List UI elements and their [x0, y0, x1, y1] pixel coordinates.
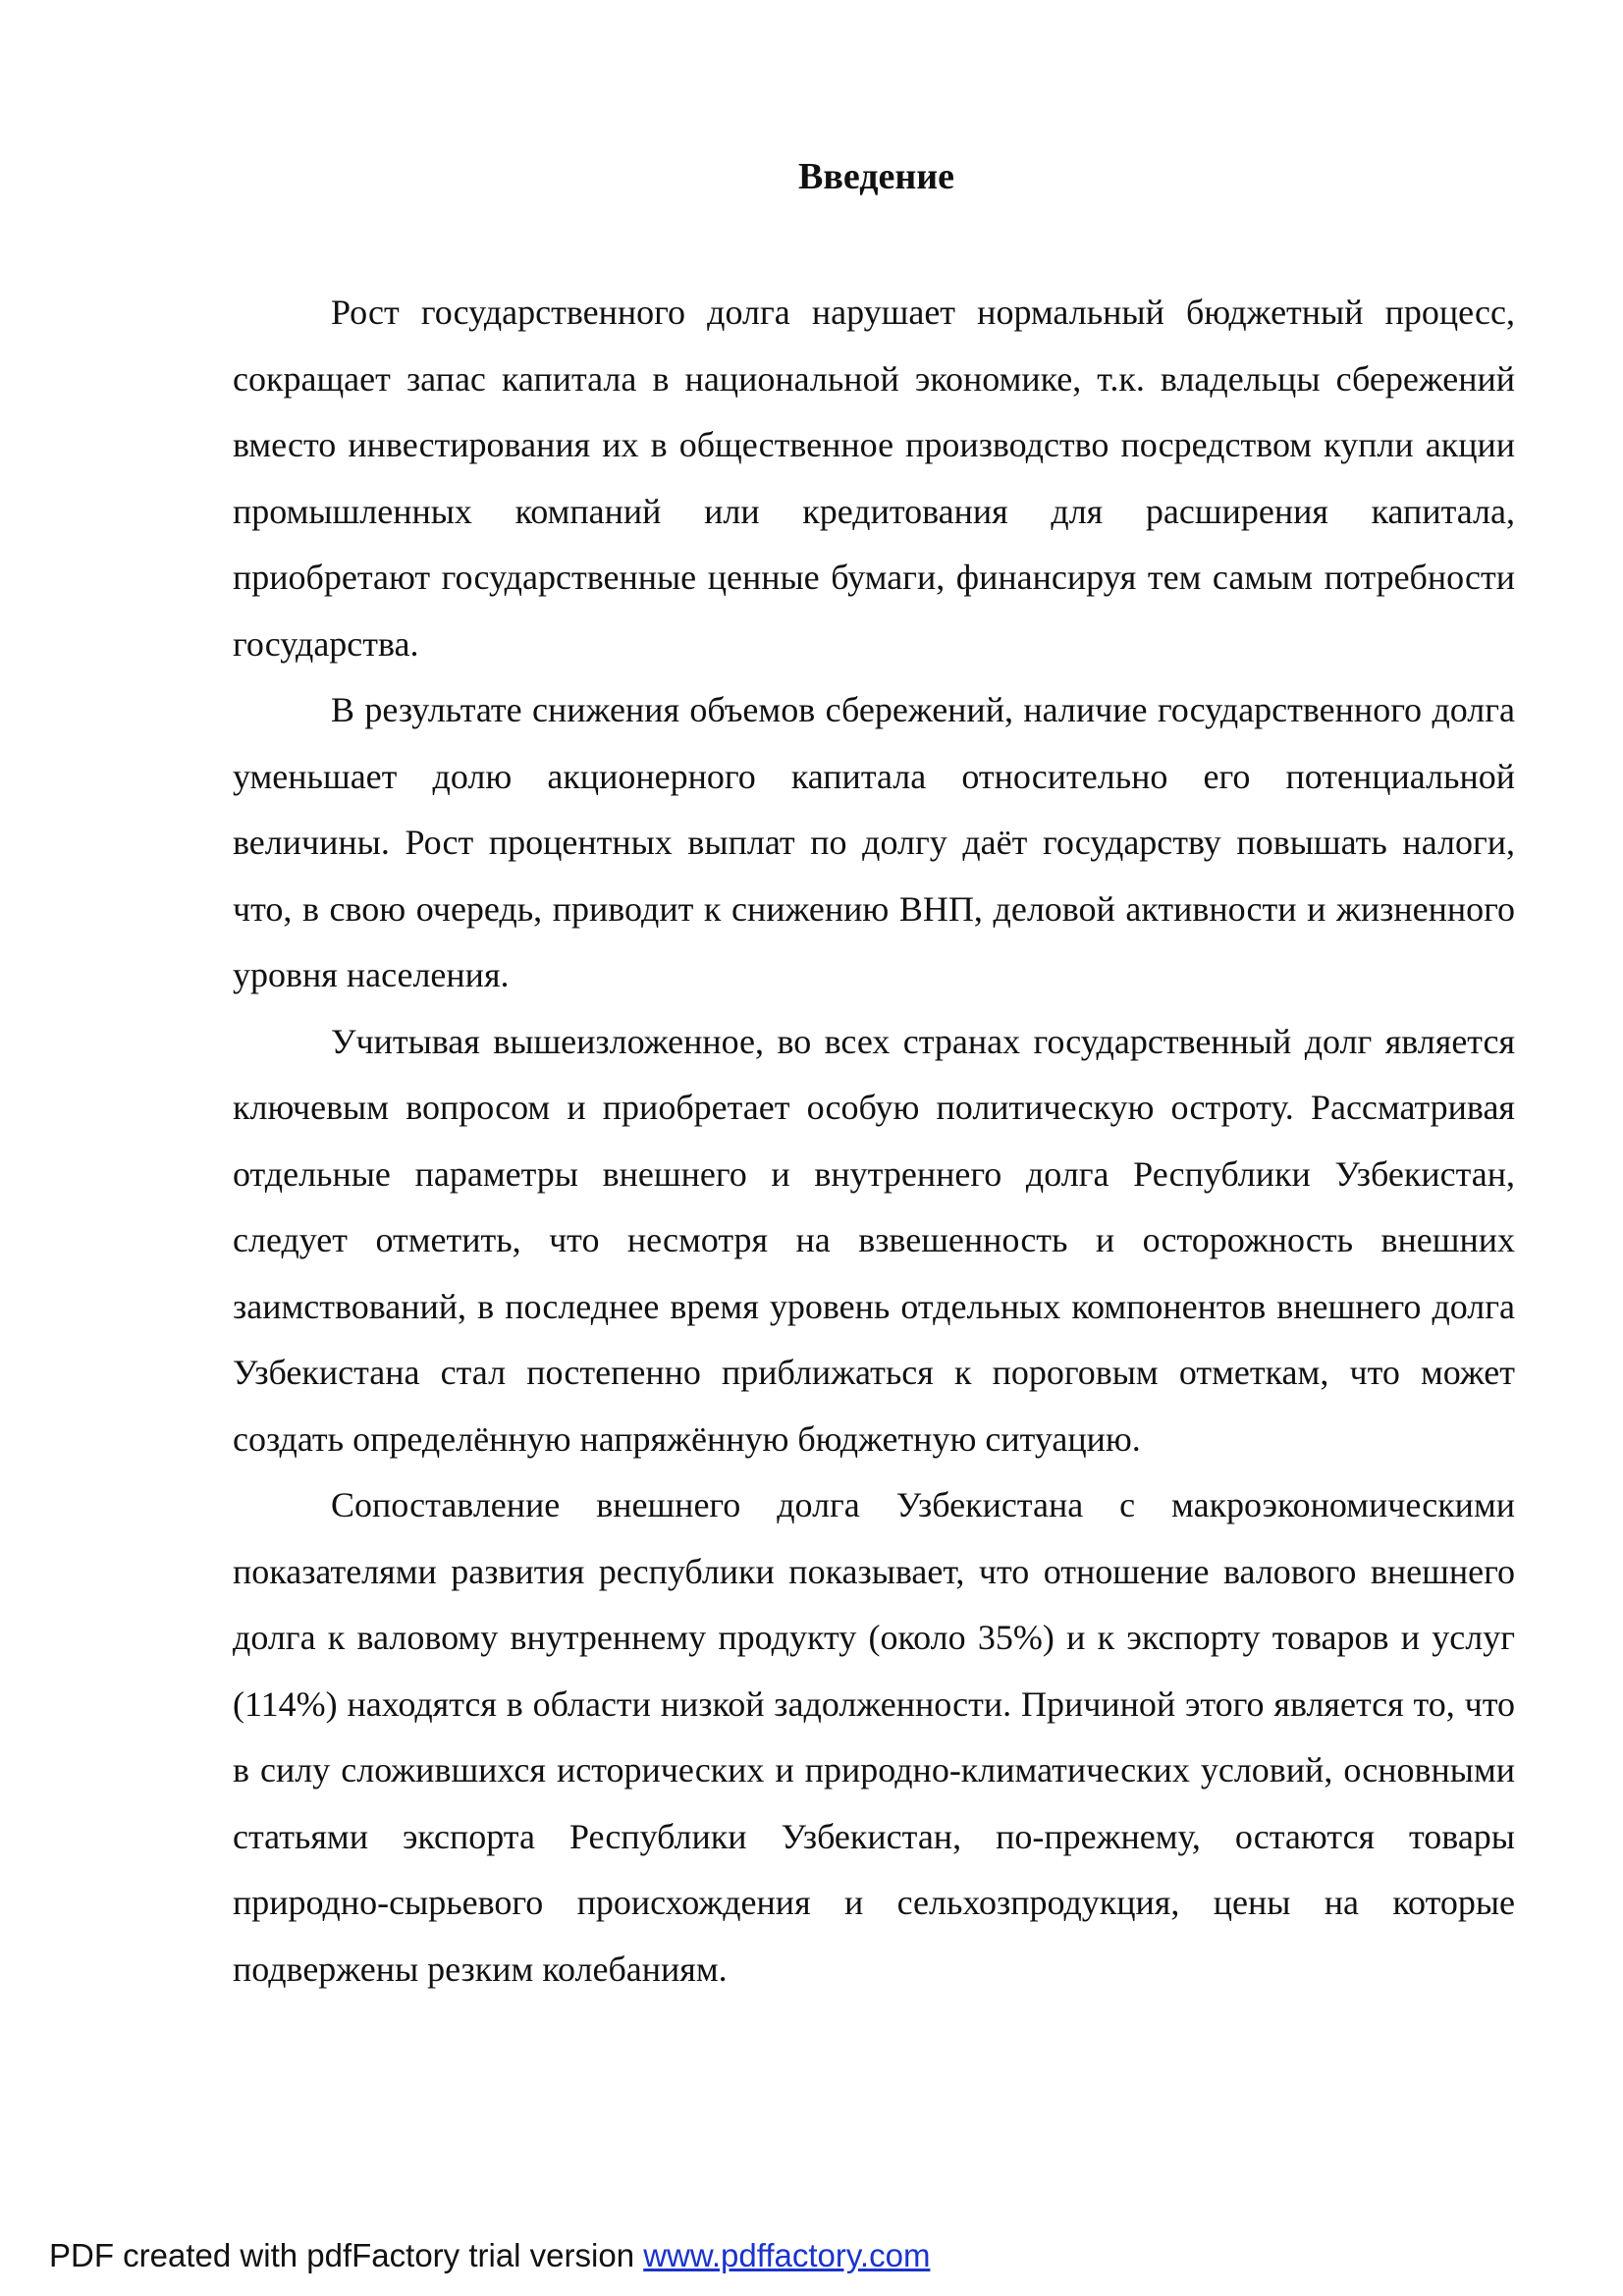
paragraph-4: Сопоставление внешнего долга Узбекистана с макроэкономическими показателями развития республики показывает, что отношение валового внешнего долга к валовому внутреннему продукту (около 35%) и к экспорту товаров и услуг (114%) находятся в области низкой задолженности. Причиной этого является то, что в силу сложившихся исторических и природно-климатических условий, основными статьями экспорта Республики Узбекистан, по-прежнему, остаются товары природно-сырьевого происхождения и сельхозпродукция, цены на которые подвержены резким колебаниям. — [233, 1485, 1515, 1989]
paragraph-2: В результате снижения объемов сбережений, наличие государственного долга уменьшает долю акционерного капитала относительно его потенциальной величины. Рост процентных выплат по долгу даёт государству повышать налоги, что, в свою очередь, приводит к снижению ВНП, деловой активности и жизненного уровня населения. — [233, 690, 1515, 994]
document-body — [233, 280, 1515, 2002]
paragraph-1: Рост государственного долга нарушает нормальный бюджетный процесс, сокращает запас капитала в национальной экономике, т.к. владельцы сбережений вместо инвестирования их в общественное производство посредством купли акции промышленных компаний или кредитования для расширения капитала, приобретают государственные ценные бумаги, финансируя тем самым потребности государства. — [233, 293, 1515, 664]
paragraph-3: Учитывая вышеизложенное, во всех странах государственный долг является ключевым вопросом и приобретает особую политическую остроту. Рассматривая отдельные параметры внешнего и внутреннего долга Республики Узбекистан, следует отметить, что несмотря на взвешенность и осторожность внешних заимствований, в последнее время уровень отдельных компонентов внешнего долга Узбекистана стал постепенно приближаться к пороговым отметкам, что может создать определённую напряжённую бюджетную ситуацию. — [233, 1021, 1515, 1459]
page-title: Введение — [798, 156, 954, 197]
footer-text: PDF created with pdfFactory trial version — [49, 2237, 644, 2273]
pdffactory-link[interactable]: www.pdffactory.com — [643, 2237, 931, 2273]
pdf-footer — [49, 2236, 930, 2275]
